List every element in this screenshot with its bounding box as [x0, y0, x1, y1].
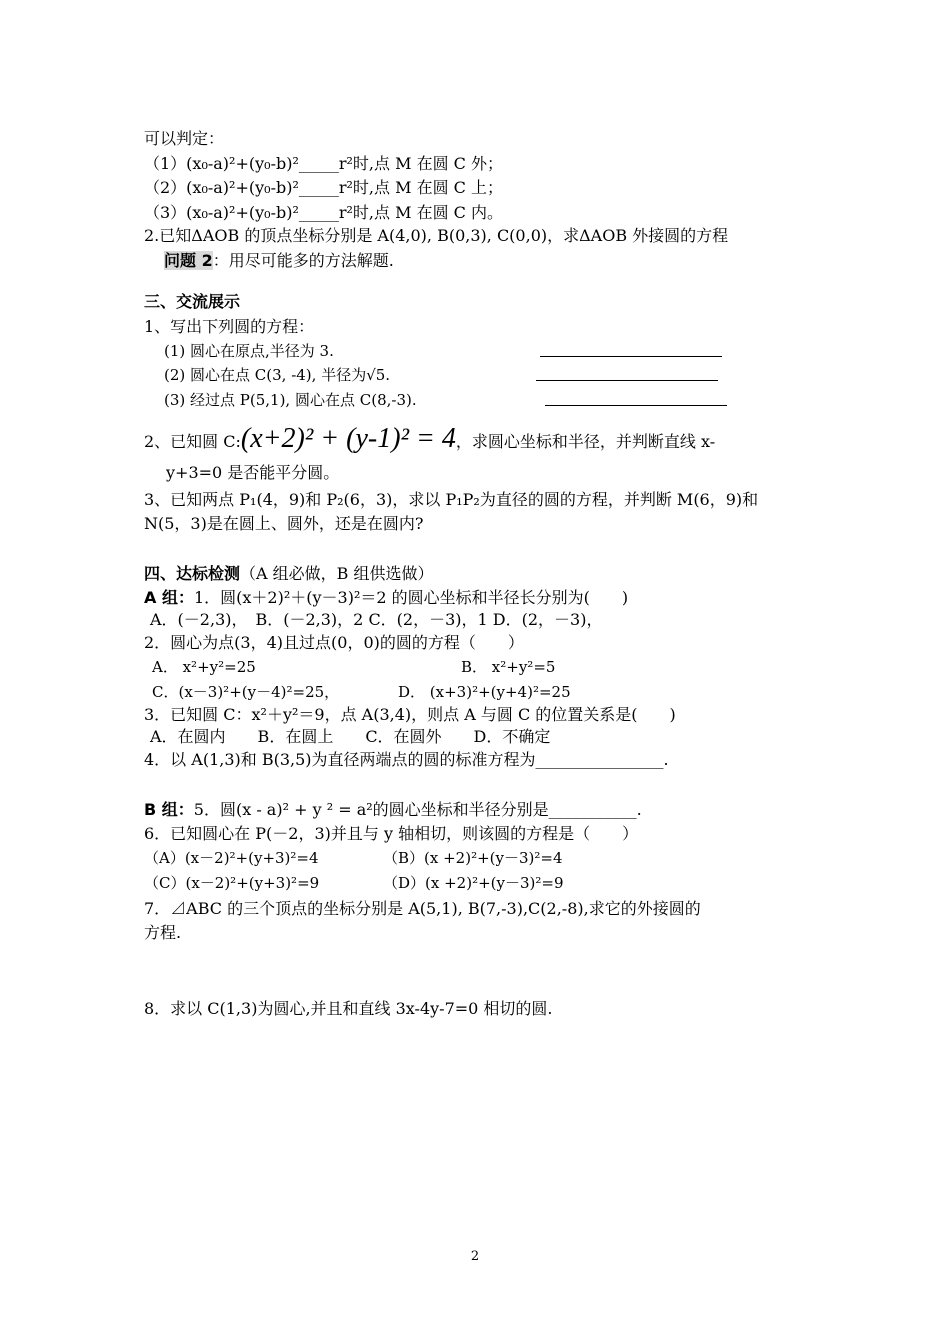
answer-line-1a[interactable] — [540, 355, 722, 357]
circle-equation: (x+2)² + (y-1)² = 4 — [240, 423, 456, 454]
group-a-q2-option-b: B． x²+y²=5 — [461, 658, 556, 676]
question-2 — [164, 251, 394, 270]
exercise-1a: (1) 圆心在原点,半径为 3. — [164, 342, 334, 360]
group-b-q6: 6．已知圆心在 P(－2，3)并且与 y 轴相切，则该圆的方程是（ ） — [144, 824, 639, 843]
exercise-1: 1、写出下列圆的方程： — [144, 317, 315, 336]
group-a-q3: 3．已知圆 C：x²＋y²＝9，点 A(3,4)，则点 A 与圆 C 的位置关系是( ) — [144, 705, 676, 724]
group-b-q8: 8．求以 C(1,3)为圆心,并且和直线 3x-4y-7=0 相切的圆. — [144, 999, 553, 1018]
group-a-q2-option-a: A． x²+y²=25 — [152, 658, 256, 676]
group-a-q2: 2．圆心为点(3，4)且过点(0，0)的圆的方程（ ） — [144, 633, 524, 652]
group-a-q1-text: 1．圆(x＋2)²＋(y－3)²＝2 的圆心坐标和半径长分别为( ) — [193, 588, 629, 607]
example-2: 2.已知ΔAOB 的顶点坐标分别是 A(4,0), B(0,3), C(0,0)，求ΔAOB 外接圆的方程 — [144, 226, 729, 245]
section-3-title: 三、交流展示 — [144, 292, 241, 311]
exercise-2-prefix: 2、已知圆 C: — [144, 432, 241, 451]
intro-text: 可以判定： — [144, 129, 225, 148]
group-a-q2-option-c: C．(x－3)²+(y－4)²=25， — [152, 683, 340, 701]
exercise-3: 3、已知两点 P₁(4，9)和 P₂(6，3)，求以 P₁P₂为直径的圆的方程，并判断 M(6，9)和 — [144, 490, 759, 509]
question-2-text: ：用尽可能多的方法解题. — [212, 251, 394, 270]
answer-line-1c[interactable] — [545, 404, 727, 406]
exercise-2-cont: y+3=0 是否能平分圆。 — [166, 463, 340, 482]
section-4-title: 四、达标检测 — [144, 564, 241, 583]
group-b-q7-cont: 方程. — [144, 923, 182, 942]
group-b-q6-option-d: （D）(x +2)²+(y－3)²=9 — [383, 874, 564, 892]
group-a-q3-options: A．在圆内 B．在圆上 C．在圆外 D．不确定 — [150, 727, 551, 746]
section-4-title-row — [144, 564, 434, 583]
group-b-q6-option-b: （B）(x +2)²+(y－3)²=4 — [383, 849, 563, 867]
group-a-q1-options: A．(－2,3)， B．(－2,3)，2 C．(2，－3)，1 D．(2，－3)， — [150, 610, 603, 629]
exercise-1c: (3) 经过点 P(5,1), 圆心在点 C(8,-3). — [164, 391, 417, 409]
group-b-q6-option-c: （C）(x－2)²+(y+3)²=9 — [144, 874, 320, 892]
condition-outside: （1）(x₀-a)²+(y₀-b)²_____r²时,点 M 在圆 C 外； — [144, 154, 503, 173]
exercise-1b: (2) 圆心在点 C(3, -4), 半径为√5. — [164, 366, 391, 384]
page-number: 2 — [470, 1249, 480, 1264]
group-a-q1 — [144, 588, 628, 607]
group-a-q2-option-d: D． (x+3)²+(y+4)²=25 — [398, 683, 571, 701]
section-4-note: （A 组必做，B 组供选做） — [240, 564, 434, 583]
exercise-2 — [144, 422, 715, 456]
condition-inside: （3）(x₀-a)²+(y₀-b)²_____r²时,点 M 在圆 C 内。 — [144, 203, 503, 222]
answer-line-1b[interactable] — [536, 379, 718, 381]
group-a-label: A 组： — [144, 588, 194, 607]
group-a-q4: 4．以 A(1,3)和 B(3,5)为直径两端点的圆的标准方程为________________. — [144, 750, 669, 769]
group-b-label: B 组： — [144, 800, 194, 819]
exercise-3-cont: N(5，3)是在圆上、圆外，还是在圆内? — [144, 514, 424, 533]
group-b-q5 — [144, 800, 642, 819]
group-b-q6-option-a: （A）(x－2)²+(y+3)²=4 — [144, 849, 319, 867]
condition-on: （2）(x₀-a)²+(y₀-b)²_____r²时,点 M 在圆 C 上； — [144, 178, 503, 197]
question-2-label: 问题 2 — [164, 251, 213, 270]
group-b-q5-text: 5．圆(x - a)² + y ² = a²的圆心坐标和半径分别是___________. — [193, 800, 642, 819]
group-b-q7: 7．⊿ABC 的三个顶点的坐标分别是 A(5,1), B(7,-3),C(2,-8),求它的外接圆的 — [144, 899, 701, 918]
exercise-2-suffix: ，求圆心坐标和半径，并判断直线 x- — [455, 432, 716, 451]
